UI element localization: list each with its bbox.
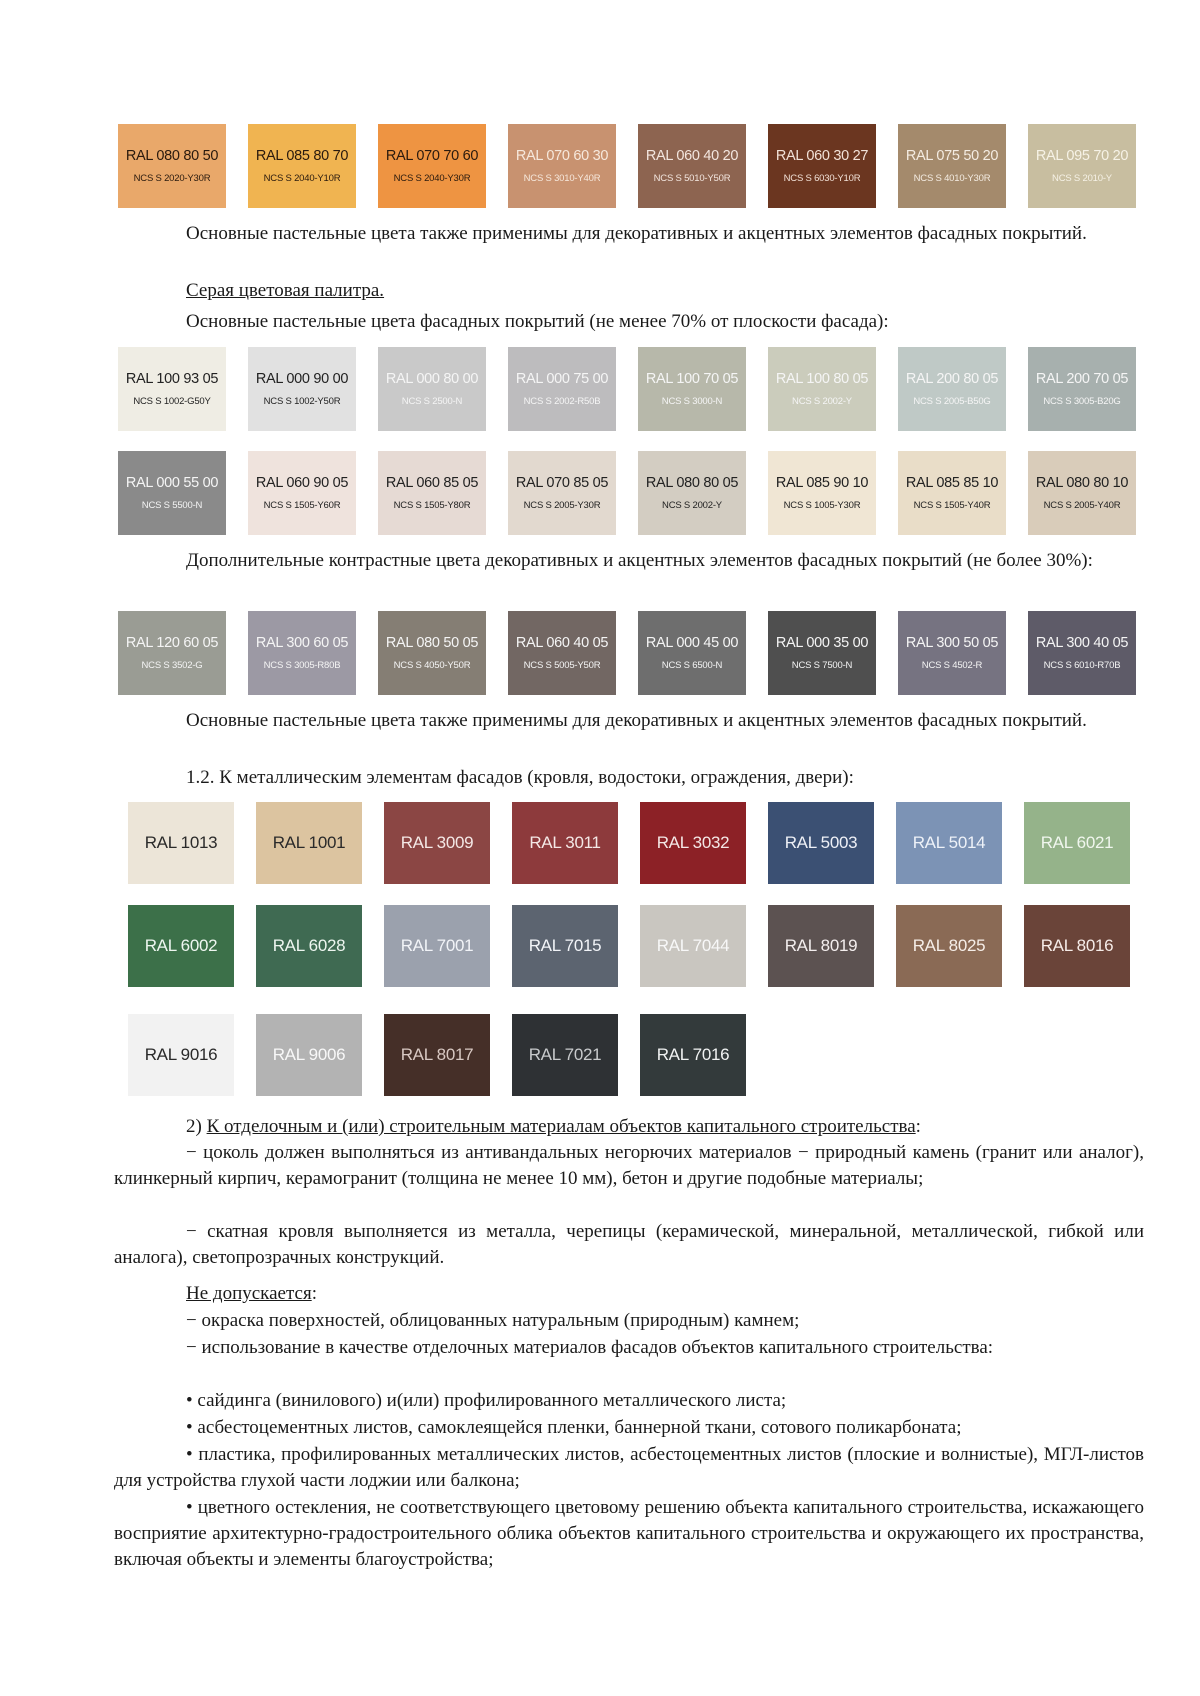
swatch-ral-code: RAL 080 80 10	[1035, 475, 1129, 491]
color-swatch	[638, 124, 746, 208]
swatch-ral-code: RAL 060 30 27	[775, 148, 869, 164]
color-swatch	[378, 347, 486, 431]
swatch-ncs-code: NCS S 3005-B20G	[1043, 395, 1121, 407]
swatch-ral-code: RAL 085 80 70	[255, 148, 349, 164]
bullet-item-2: • асбестоцементных листов, самоклеящейся пленки, баннерной ткани, сотового поликарбоната;	[186, 1417, 962, 1438]
section-2-paragraph-2: − скатная кровля выполняется из металла, черепицы (керамической, минеральной, металлической, гибкой или аналога), светопрозрачных конструкций.	[114, 1221, 1144, 1268]
metal-color-swatch: RAL 8017	[384, 1014, 490, 1096]
bullet-item-1: • сайдинга (винилового) и(или) профилированного металлического листа;	[186, 1390, 787, 1411]
color-swatch	[898, 124, 1006, 208]
swatch-ncs-code: NCS S 2040-Y10R	[263, 172, 341, 184]
not-allowed-colon: :	[311, 1283, 317, 1304]
color-swatch	[768, 124, 876, 208]
swatch-ncs-code: NCS S 1505-Y80R	[393, 499, 471, 511]
color-swatch	[248, 611, 356, 695]
swatch-ral-code: RAL 000 35 00	[775, 635, 869, 651]
metal-color-swatch: RAL 3032	[640, 802, 746, 884]
swatch-ral-code: RAL 000 80 00	[385, 371, 479, 387]
swatch-ncs-code: NCS S 2002-Y	[792, 395, 852, 407]
swatch-ral-code: RAL 070 60 30	[515, 148, 609, 164]
metal-color-swatch: RAL 1013	[128, 802, 234, 884]
color-swatch	[898, 451, 1006, 535]
swatch-ncs-code: NCS S 1505-Y40R	[913, 499, 991, 511]
swatch-ral-code: RAL 060 40 20	[645, 148, 739, 164]
contrast-swatch-row	[118, 611, 1136, 695]
swatch-ral-code: RAL 070 85 05	[515, 475, 609, 491]
swatch-ral-code: RAL 000 75 00	[515, 371, 609, 387]
swatch-ncs-code: NCS S 2005-Y40R	[1043, 499, 1121, 511]
swatch-ncs-code: NCS S 4010-Y30R	[913, 172, 991, 184]
swatch-ral-code: RAL 080 80 50	[125, 148, 219, 164]
swatch-ral-code: RAL 060 90 05	[255, 475, 349, 491]
swatch-ncs-code: NCS S 3010-Y40R	[523, 172, 601, 184]
swatch-ncs-code: NCS S 6500-N	[661, 659, 723, 671]
swatch-ncs-code: NCS S 1505-Y60R	[263, 499, 341, 511]
swatch-ral-code: RAL 080 80 05	[645, 475, 739, 491]
not-allowed-item-2: − использование в качестве отделочных материалов фасадов объектов капитального строительства:	[186, 1337, 994, 1358]
color-swatch	[508, 451, 616, 535]
section-2-number: 2)	[186, 1116, 202, 1137]
section-2-colon: :	[915, 1116, 921, 1137]
color-swatch	[118, 124, 226, 208]
grey-palette-title: Серая цветовая палитра.	[186, 280, 385, 301]
color-swatch	[768, 347, 876, 431]
swatch-ncs-code: NCS S 6010-R70B	[1043, 659, 1121, 671]
color-swatch	[508, 124, 616, 208]
swatch-ncs-code: NCS S 5005-Y50R	[523, 659, 601, 671]
swatch-ral-code: RAL 095 70 20	[1035, 148, 1129, 164]
swatch-ncs-code: NCS S 4502-R	[921, 659, 983, 671]
color-swatch	[898, 347, 1006, 431]
metal-color-swatch: RAL 9006	[256, 1014, 362, 1096]
color-swatch	[768, 451, 876, 535]
metal-color-swatch: RAL 7044	[640, 905, 746, 987]
swatch-ncs-code: NCS S 2020-Y30R	[133, 172, 211, 184]
swatch-ncs-code: NCS S 2040-Y30R	[393, 172, 471, 184]
swatch-ral-code: RAL 000 55 00	[125, 475, 219, 491]
color-swatch	[1028, 124, 1136, 208]
grey-palette-intro: Основные пастельные цвета фасадных покрытий (не менее 70% от плоскости фасада):	[186, 311, 889, 332]
metal-color-swatch: RAL 1001	[256, 802, 362, 884]
color-swatch	[898, 611, 1006, 695]
swatch-ncs-code: NCS S 5500-N	[141, 499, 203, 511]
swatch-ncs-code: NCS S 3000-N	[661, 395, 723, 407]
metal-color-swatch: RAL 7021	[512, 1014, 618, 1096]
color-swatch	[248, 347, 356, 431]
color-swatch	[118, 347, 226, 431]
swatch-ral-code: RAL 060 40 05	[515, 635, 609, 651]
metal-color-swatch: RAL 3011	[512, 802, 618, 884]
swatch-ncs-code: NCS S 3502-G	[141, 659, 203, 671]
paragraph-pastel-note-1: Основные пастельные цвета также применимы для декоративных и акцентных элементов фасадных покрытий.	[186, 223, 1087, 244]
bullet-item-4: • цветного остекления, не соответствующего цветовому решению объекта капитального строительства, искажающего восприятие архитектурно-градостроительного облика объектов капитального строительства и окружающего их пространства, включая объекты и элементы благоустройства;	[114, 1497, 1144, 1570]
metal-swatch-row-2	[128, 905, 1130, 987]
swatch-ncs-code: NCS S 2002-R50B	[523, 395, 601, 407]
swatch-ncs-code: NCS S 5010-Y50R	[653, 172, 731, 184]
bullet-item-3: • пластика, профилированных металлических листов, асбестоцементных листов (плоские и волнистые), МГЛ-листов для устройства глухой части лоджии или балкона;	[114, 1444, 1144, 1491]
color-swatch	[118, 451, 226, 535]
swatch-ral-code: RAL 200 70 05	[1035, 371, 1129, 387]
swatch-ral-code: RAL 200 80 05	[905, 371, 999, 387]
section-2-heading	[114, 1114, 1144, 1140]
section-2-title: К отделочным и (или) строительным материалам объектов капитального строительства	[206, 1116, 916, 1137]
grey-swatch-row-2	[118, 451, 1136, 535]
swatch-ral-code: RAL 085 85 10	[905, 475, 999, 491]
swatch-ncs-code: NCS S 2005-B50G	[913, 395, 991, 407]
color-swatch	[378, 611, 486, 695]
color-swatch	[1028, 451, 1136, 535]
swatch-ncs-code: NCS S 3005-R80B	[263, 659, 341, 671]
swatch-ncs-code: NCS S 6030-Y10R	[783, 172, 861, 184]
metal-color-swatch: RAL 8016	[1024, 905, 1130, 987]
swatch-ral-code: RAL 000 90 00	[255, 371, 349, 387]
swatch-ral-code: RAL 000 45 00	[645, 635, 739, 651]
metal-color-swatch: RAL 8019	[768, 905, 874, 987]
color-swatch	[638, 611, 746, 695]
pastel-swatch-row	[118, 124, 1136, 208]
metal-elements-intro: 1.2. К металлическим элементам фасадов (кровля, водостоки, ограждения, двери):	[186, 767, 854, 788]
color-swatch	[768, 611, 876, 695]
color-swatch	[638, 347, 746, 431]
metal-swatch-row-3	[128, 1014, 746, 1096]
swatch-ral-code: RAL 300 40 05	[1035, 635, 1129, 651]
metal-color-swatch: RAL 7001	[384, 905, 490, 987]
metal-color-swatch: RAL 5003	[768, 802, 874, 884]
metal-swatch-row-1	[128, 802, 1130, 884]
swatch-ral-code: RAL 100 80 05	[775, 371, 869, 387]
color-swatch	[378, 124, 486, 208]
color-swatch	[118, 611, 226, 695]
swatch-ral-code: RAL 100 93 05	[125, 371, 219, 387]
metal-color-swatch: RAL 6002	[128, 905, 234, 987]
swatch-ral-code: RAL 075 50 20	[905, 148, 999, 164]
swatch-ral-code: RAL 080 50 05	[385, 635, 479, 651]
swatch-ncs-code: NCS S 2002-Y	[662, 499, 722, 511]
color-swatch	[638, 451, 746, 535]
section-2-paragraph-1: − цоколь должен выполняться из антивандальных негорючих материалов − природный камень (гранит или аналог), клинкерный кирпич, керамогранит (толщина не менее 10 мм), бетон и другие подобные материалы;	[114, 1142, 1144, 1189]
swatch-ral-code: RAL 120 60 05	[125, 635, 219, 651]
grey-swatch-row-1	[118, 347, 1136, 431]
swatch-ncs-code: NCS S 1005-Y30R	[783, 499, 861, 511]
color-swatch	[1028, 347, 1136, 431]
metal-color-swatch: RAL 5014	[896, 802, 1002, 884]
swatch-ncs-code: NCS S 2005-Y30R	[523, 499, 601, 511]
color-swatch	[508, 611, 616, 695]
color-swatch	[378, 451, 486, 535]
metal-color-swatch: RAL 9016	[128, 1014, 234, 1096]
contrast-intro: Дополнительные контрастные цвета декоративных и акцентных элементов фасадных покрытий (не более 30%):	[186, 550, 1093, 571]
swatch-ncs-code: NCS S 1002-Y50R	[263, 395, 341, 407]
swatch-ncs-code: NCS S 2010-Y	[1052, 172, 1112, 184]
metal-color-swatch: RAL 6028	[256, 905, 362, 987]
swatch-ral-code: RAL 100 70 05	[645, 371, 739, 387]
swatch-ral-code: RAL 070 70 60	[385, 148, 479, 164]
color-swatch	[508, 347, 616, 431]
metal-color-swatch: RAL 8025	[896, 905, 1002, 987]
swatch-ncs-code: NCS S 4050-Y50R	[393, 659, 471, 671]
color-swatch	[248, 451, 356, 535]
color-swatch	[248, 124, 356, 208]
swatch-ral-code: RAL 060 85 05	[385, 475, 479, 491]
swatch-ral-code: RAL 300 50 05	[905, 635, 999, 651]
metal-color-swatch: RAL 6021	[1024, 802, 1130, 884]
swatch-ral-code: RAL 085 90 10	[775, 475, 869, 491]
color-swatch	[1028, 611, 1136, 695]
swatch-ncs-code: NCS S 2500-N	[401, 395, 463, 407]
swatch-ral-code: RAL 300 60 05	[255, 635, 349, 651]
not-allowed-title: Не допускается	[186, 1283, 312, 1304]
swatch-ncs-code: NCS S 7500-N	[791, 659, 853, 671]
paragraph-pastel-note-2: Основные пастельные цвета также применимы для декоративных и акцентных элементов фасадных покрытий.	[186, 710, 1087, 731]
not-allowed-item-1: − окраска поверхностей, облицованных натуральным (природным) камнем;	[186, 1310, 800, 1331]
swatch-ncs-code: NCS S 1002-G50Y	[133, 395, 211, 407]
metal-color-swatch: RAL 3009	[384, 802, 490, 884]
metal-color-swatch: RAL 7016	[640, 1014, 746, 1096]
metal-color-swatch: RAL 7015	[512, 905, 618, 987]
not-allowed-heading	[114, 1281, 1144, 1307]
